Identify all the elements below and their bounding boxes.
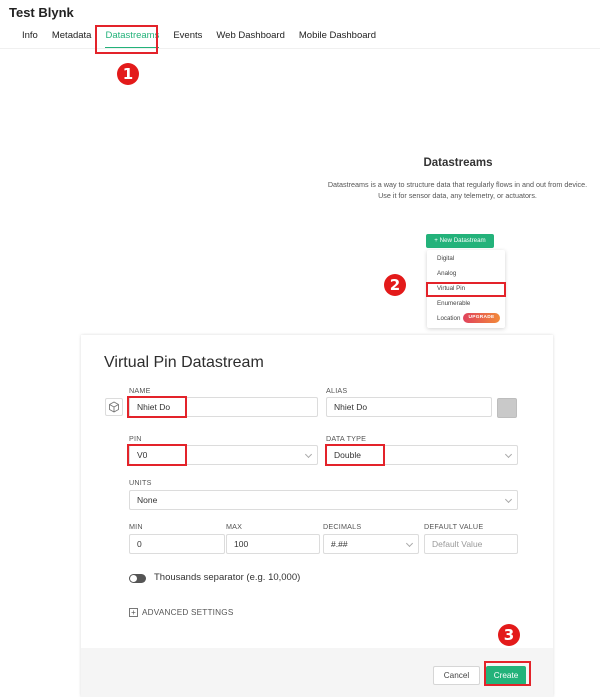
cancel-button[interactable]: Cancel [433, 666, 480, 685]
step-badge-3: 3 [498, 624, 520, 646]
pin-select[interactable] [129, 445, 318, 465]
pin-label: PIN [129, 434, 142, 443]
create-button[interactable]: Create [486, 666, 526, 685]
decimals-select[interactable] [323, 534, 419, 554]
tabs-divider [0, 48, 600, 49]
step-badge-2: 2 [384, 274, 406, 296]
max-field[interactable]: 100 [226, 534, 320, 554]
color-picker-swatch[interactable] [497, 398, 517, 418]
new-datastream-button[interactable]: + New Datastream [426, 234, 494, 248]
virtual-pin-datastream-dialog [81, 335, 553, 697]
datastream-type-menu [427, 250, 505, 328]
tab-mobile-dashboard[interactable]: Mobile Dashboard [298, 30, 376, 41]
decimals-select-value: #.## [331, 539, 348, 549]
alias-field[interactable]: Nhiet Do [326, 397, 492, 417]
upgrade-badge[interactable]: UPGRADE [463, 313, 500, 323]
default-value-label: DEFAULT VALUE [424, 522, 484, 531]
alias-label: ALIAS [326, 386, 348, 395]
menu-item-digital[interactable]: Digital [437, 255, 455, 262]
menu-item-analog[interactable]: Analog [437, 270, 457, 277]
step-badge-1: 1 [117, 63, 139, 85]
plus-icon[interactable]: + [129, 608, 138, 617]
decimals-label: DECIMALS [323, 522, 362, 531]
tab-web-dashboard[interactable]: Web Dashboard [216, 30, 285, 41]
units-select[interactable] [129, 490, 518, 510]
tab-bar [22, 30, 390, 49]
description-line-1: Datastreams is a way to structure data that regularly flows in and out from device. [327, 180, 588, 189]
dialog-footer [81, 648, 553, 697]
min-label: MIN [129, 522, 143, 531]
menu-item-virtual-pin[interactable]: Virtual Pin [437, 285, 466, 292]
menu-item-location[interactable]: Location [437, 315, 461, 322]
tab-events[interactable]: Events [173, 30, 203, 41]
data-type-select-value: Double [334, 450, 361, 460]
data-type-select[interactable] [326, 445, 518, 465]
pin-select-value: V0 [137, 450, 148, 460]
name-label: NAME [129, 386, 151, 395]
dialog-title: Virtual Pin Datastream [104, 354, 264, 371]
chevron-down-icon [406, 540, 413, 547]
default-value-field[interactable]: Default Value [424, 534, 518, 554]
app-title: Test Blynk [9, 5, 74, 20]
chevron-down-icon [305, 451, 312, 458]
toggle-knob [130, 575, 137, 582]
data-type-label: DATA TYPE [326, 434, 367, 443]
cube-icon[interactable] [105, 398, 123, 416]
tab-datastreams[interactable]: Datastreams [105, 30, 159, 49]
units-select-value: None [137, 495, 158, 505]
description-line-2: Use it for sensor data, any telemetry, or actuators. [378, 191, 537, 200]
chevron-down-icon [505, 451, 512, 458]
units-label: UNITS [129, 478, 152, 487]
datastreams-heading: Datastreams [423, 157, 493, 169]
thousands-separator-toggle[interactable] [129, 574, 146, 583]
thousands-separator-label: Thousands separator (e.g. 10,000) [154, 572, 301, 583]
max-label: MAX [226, 522, 243, 531]
name-field[interactable]: Nhiet Do [129, 397, 318, 417]
chevron-down-icon [505, 496, 512, 503]
tab-info[interactable]: Info [22, 30, 38, 41]
menu-item-enumerable[interactable]: Enumerable [437, 300, 471, 307]
advanced-settings-toggle[interactable]: ADVANCED SETTINGS [142, 608, 234, 617]
tab-metadata[interactable]: Metadata [51, 30, 92, 41]
datastreams-description [320, 179, 595, 201]
min-field[interactable]: 0 [129, 534, 225, 554]
